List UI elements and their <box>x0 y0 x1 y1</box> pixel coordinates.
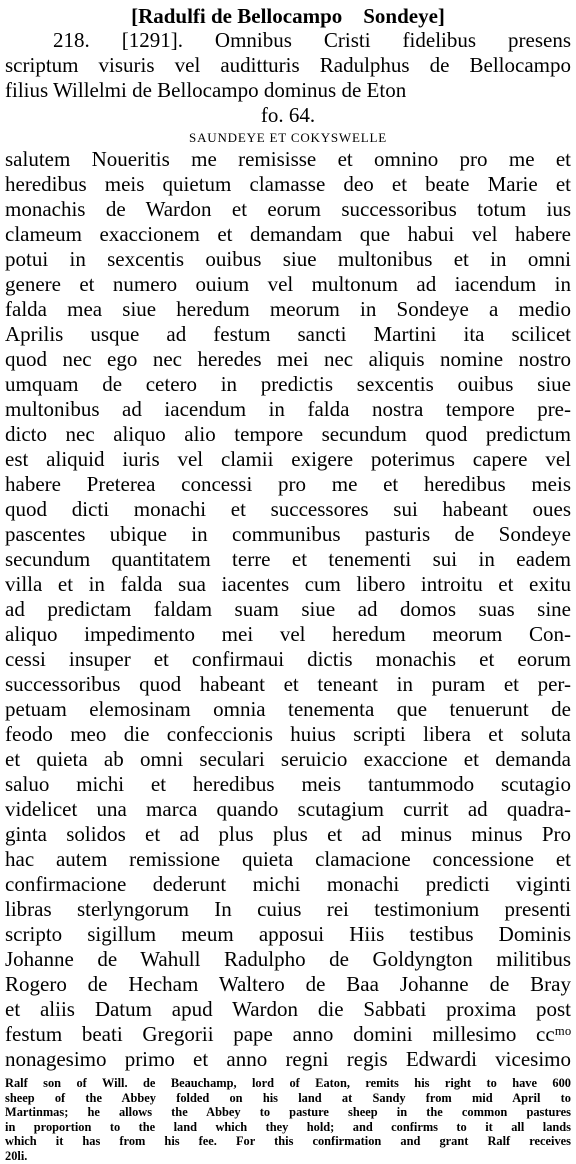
intro-block <box>5 28 571 103</box>
place-subheading: SAUNDEYE ET COKYSWELLE <box>189 130 387 145</box>
summary-line: Martinmas; he allows the Abbey to pasture sheep in the common pastures <box>5 1105 571 1120</box>
body-line: quod nec ego nec heredes mei nec aliquis nomine nostro <box>5 347 571 371</box>
folio-reference: fo. 64. <box>260 103 316 127</box>
body-line: genere et numero ouium vel multonum ad iacendum in <box>5 272 571 296</box>
charter-heading: [Radulfi de Bellocampo Sondeye] <box>131 4 445 28</box>
body-line: ad predictam faldam suam siue ad domos suas sine <box>5 597 571 621</box>
summary-line: which it has from his fee. For this confirmation and grant Ralf receives <box>5 1134 571 1149</box>
english-summary <box>5 1076 571 1164</box>
body-line: scripto sigillum meum apposui Hiis testibus Dominis <box>5 922 571 946</box>
body-line: est aliquid iuris vel clamii exigere poterimus capere vel <box>5 447 571 471</box>
summary-line: 20li. <box>5 1148 28 1163</box>
body-line: secundum quantitatem terre et tenementi sui in eadem <box>5 547 571 571</box>
body-line: falda mea siue heredum meorum in Sondeye a medio <box>5 297 571 321</box>
body-line: heredibus meis quietum clamasse deo et beate Marie et <box>5 172 571 196</box>
intro-line: scriptum visuris vel auditturis Radulphus de Bellocampo <box>5 53 571 77</box>
body-line: feodo meo die confeccionis huius scripti libera et soluta <box>5 722 571 746</box>
charter-body-text <box>5 147 571 1072</box>
body-line: festum beati Gregorii pape anno domini millesimo ccᵐᵒ <box>5 1022 571 1046</box>
body-line: successoribus quod habeant et teneant in puram et per- <box>5 672 571 696</box>
body-line: et aliis Datum apud Wardon die Sabbati proxima post <box>5 997 571 1021</box>
body-line: villa et in falda sua iacentes cum libero introitu et exitu <box>5 572 571 596</box>
body-line: dicto nec aliquo alio tempore secundum quod predictum <box>5 422 571 446</box>
body-line: pascentes ubique in communibus pasturis de Sondeye <box>5 522 571 546</box>
body-line: ginta solidos et ad plus plus et ad minus minus Pro <box>5 822 571 846</box>
body-line: videlicet una marca quando scutagium currit ad quadra- <box>5 797 571 821</box>
intro-line: 218. [1291]. Omnibus Cristi fidelibus presens <box>53 28 571 52</box>
body-line: cessi insuper et confirmaui dictis monachis et eorum <box>5 647 571 671</box>
body-line: quod dicti monachi et successores sui habeant oues <box>5 497 571 521</box>
body-line: petuam elemosinam omnia tenementa que tenuerunt de <box>5 697 571 721</box>
body-line: habere Preterea concessi pro me et heredibus meis <box>5 472 571 496</box>
body-line: umquam de cetero in predictis sexcentis ouibus siue <box>5 372 571 396</box>
body-line: multonibus ad iacendum in falda nostra tempore pre- <box>5 397 571 421</box>
body-line: Johanne de Wahull Radulpho de Goldyngton militibus <box>5 947 571 971</box>
body-line: nonagesimo primo et anno regni regis Edwardi vicesimo <box>5 1047 571 1071</box>
body-line: clameum exaccionem et demandam que habui vel habere <box>5 222 571 246</box>
intro-line: filius Willelmi de Bellocampo dominus de Eton <box>5 78 407 102</box>
body-line: monachis de Wardon et eorum successoribus totum ius <box>5 197 571 221</box>
summary-line: sheep of the Abbey folded on his land at Sandy from mid April to <box>5 1090 571 1105</box>
body-line: libras sterlyngorum In cuius rei testimonium presenti <box>5 897 571 921</box>
summary-line: in proportion to the land which they hold; and confirms to it all lands <box>5 1119 571 1134</box>
body-line: Rogero de Hecham Waltero de Baa Johanne de Bray <box>5 972 571 996</box>
body-line: saluo michi et heredibus meis tantummodo scutagio <box>5 772 571 796</box>
body-line: Aprilis usque ad festum sancti Martini ita scilicet <box>5 322 571 346</box>
body-line: aliquo impedimento mei vel heredum meorum Con- <box>5 622 571 646</box>
body-line: hac autem remissione quieta clamacione concessione et <box>5 847 571 871</box>
body-line: salutem Noueritis me remisisse et omnino pro me et <box>5 147 571 171</box>
body-line: confirmacione dederunt michi monachi predicti viginti <box>5 872 571 896</box>
body-line: potui in sexcentis ouibus siue multonibus et in omni <box>5 247 571 271</box>
body-line: et quieta ab omni seculari seruicio exaccione et demanda <box>5 747 571 771</box>
summary-line: Ralf son of Will. de Beauchamp, lord of Eaton, remits his right to have 600 <box>5 1076 571 1090</box>
